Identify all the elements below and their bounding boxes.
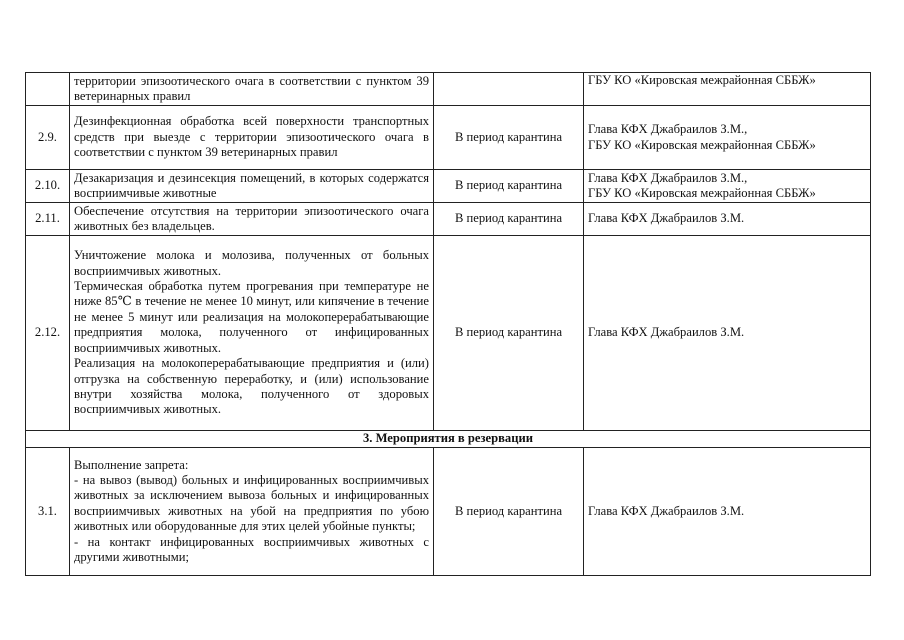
- table-row: [26, 170, 871, 203]
- row-number: [26, 73, 70, 106]
- row-responsible: [584, 73, 871, 106]
- action-paragraph: Обеспечение отсутствия на территории эпизоотического очага животных без владельцев.: [74, 203, 429, 233]
- action-paragraph: Уничтожение молока и молозива, полученных от больных восприимчивых животных.: [74, 248, 429, 278]
- row-action: [70, 106, 434, 170]
- row-number: 3.1.: [26, 448, 70, 576]
- row-action: [70, 236, 434, 431]
- row-number: 2.9.: [26, 106, 70, 170]
- responsible-line: Глава КФХ Джабраилов З.М.,: [588, 170, 748, 185]
- responsible-line: ГБУ КО «Кировская межрайонная СББЖ»: [588, 186, 816, 200]
- row-term: В период карантина: [434, 236, 584, 431]
- table-row: [26, 236, 871, 431]
- action-paragraph: Выполнение запрета:: [74, 457, 189, 472]
- responsible-line: Глава КФХ Джабраилов З.М.,: [588, 122, 748, 137]
- action-paragraph: - на вывоз (вывод) больных и инфицированных восприимчивых животных за исключением вывоза больных и инфицированных восприимчивых животных на убой на предприятия по убою животных или оборудованные для этих целей убойные пункты;: [74, 472, 429, 534]
- row-number: 2.11.: [26, 203, 70, 236]
- row-responsible: [584, 236, 871, 431]
- responsible-line: ГБУ КО «Кировская межрайонная СББЖ»: [588, 73, 816, 87]
- row-number: 2.12.: [26, 236, 70, 431]
- responsible-line: Глава КФХ Джабраилов З.М.: [588, 325, 745, 340]
- row-term: В период карантина: [434, 448, 584, 576]
- responsible-line: Глава КФХ Джабраилов З.М.: [588, 503, 745, 518]
- row-responsible: [584, 448, 871, 576]
- responsible-line: Глава КФХ Джабраилов З.М.: [588, 211, 745, 226]
- row-responsible: [584, 106, 871, 170]
- action-paragraph: Реализация на молокоперерабатывающие предприятия и (или) отгрузка на собственную переработку, и (или) использование внутри хозяйства молока, полученного от здоровых восприимчивых животных.: [74, 356, 429, 417]
- row-responsible: [584, 203, 871, 236]
- table-row: [26, 448, 871, 576]
- table-row: [26, 73, 871, 106]
- row-term: В период карантина: [434, 203, 584, 236]
- section-header-row: [26, 431, 871, 448]
- section-title: 3. Мероприятия в резервации: [26, 431, 871, 448]
- action-paragraph: Дезинфекционная обработка всей поверхности транспортных средств при выезде с территории эпизоотического очага в соответствии с пунктом 39 ветеринарных правил: [74, 114, 429, 160]
- row-term: В период карантина: [434, 106, 584, 170]
- table-row: [26, 106, 871, 170]
- row-action: [70, 448, 434, 576]
- action-paragraph: - на контакт инфицированных восприимчивых животных с другими животными;: [74, 534, 429, 565]
- measures-table: [25, 72, 871, 576]
- responsible-line: ГБУ КО «Кировская межрайонная СББЖ»: [588, 137, 816, 152]
- table-row: [26, 203, 871, 236]
- row-term: В период карантина: [434, 170, 584, 203]
- action-paragraph: территории эпизоотического очага в соответствии с пунктом 39 ветеринарных правил: [74, 73, 429, 103]
- row-action: [70, 170, 434, 203]
- row-action: [70, 203, 434, 236]
- action-paragraph: Термическая обработка путем прогревания при температуре не ниже 85℃ в течение не менее 10 минут, или кипячение в течение не менее 5 минут или реализация на молокоперерабатывающие предприятия молока, полученного от инфицированных восприимчивых животных.: [74, 279, 429, 355]
- row-term: [434, 73, 584, 106]
- row-responsible: [584, 170, 871, 203]
- row-number: 2.10.: [26, 170, 70, 203]
- row-action: [70, 73, 434, 106]
- action-paragraph: Дезакаризация и дезинсекция помещений, в которых содержатся восприимчивые животные: [74, 170, 429, 200]
